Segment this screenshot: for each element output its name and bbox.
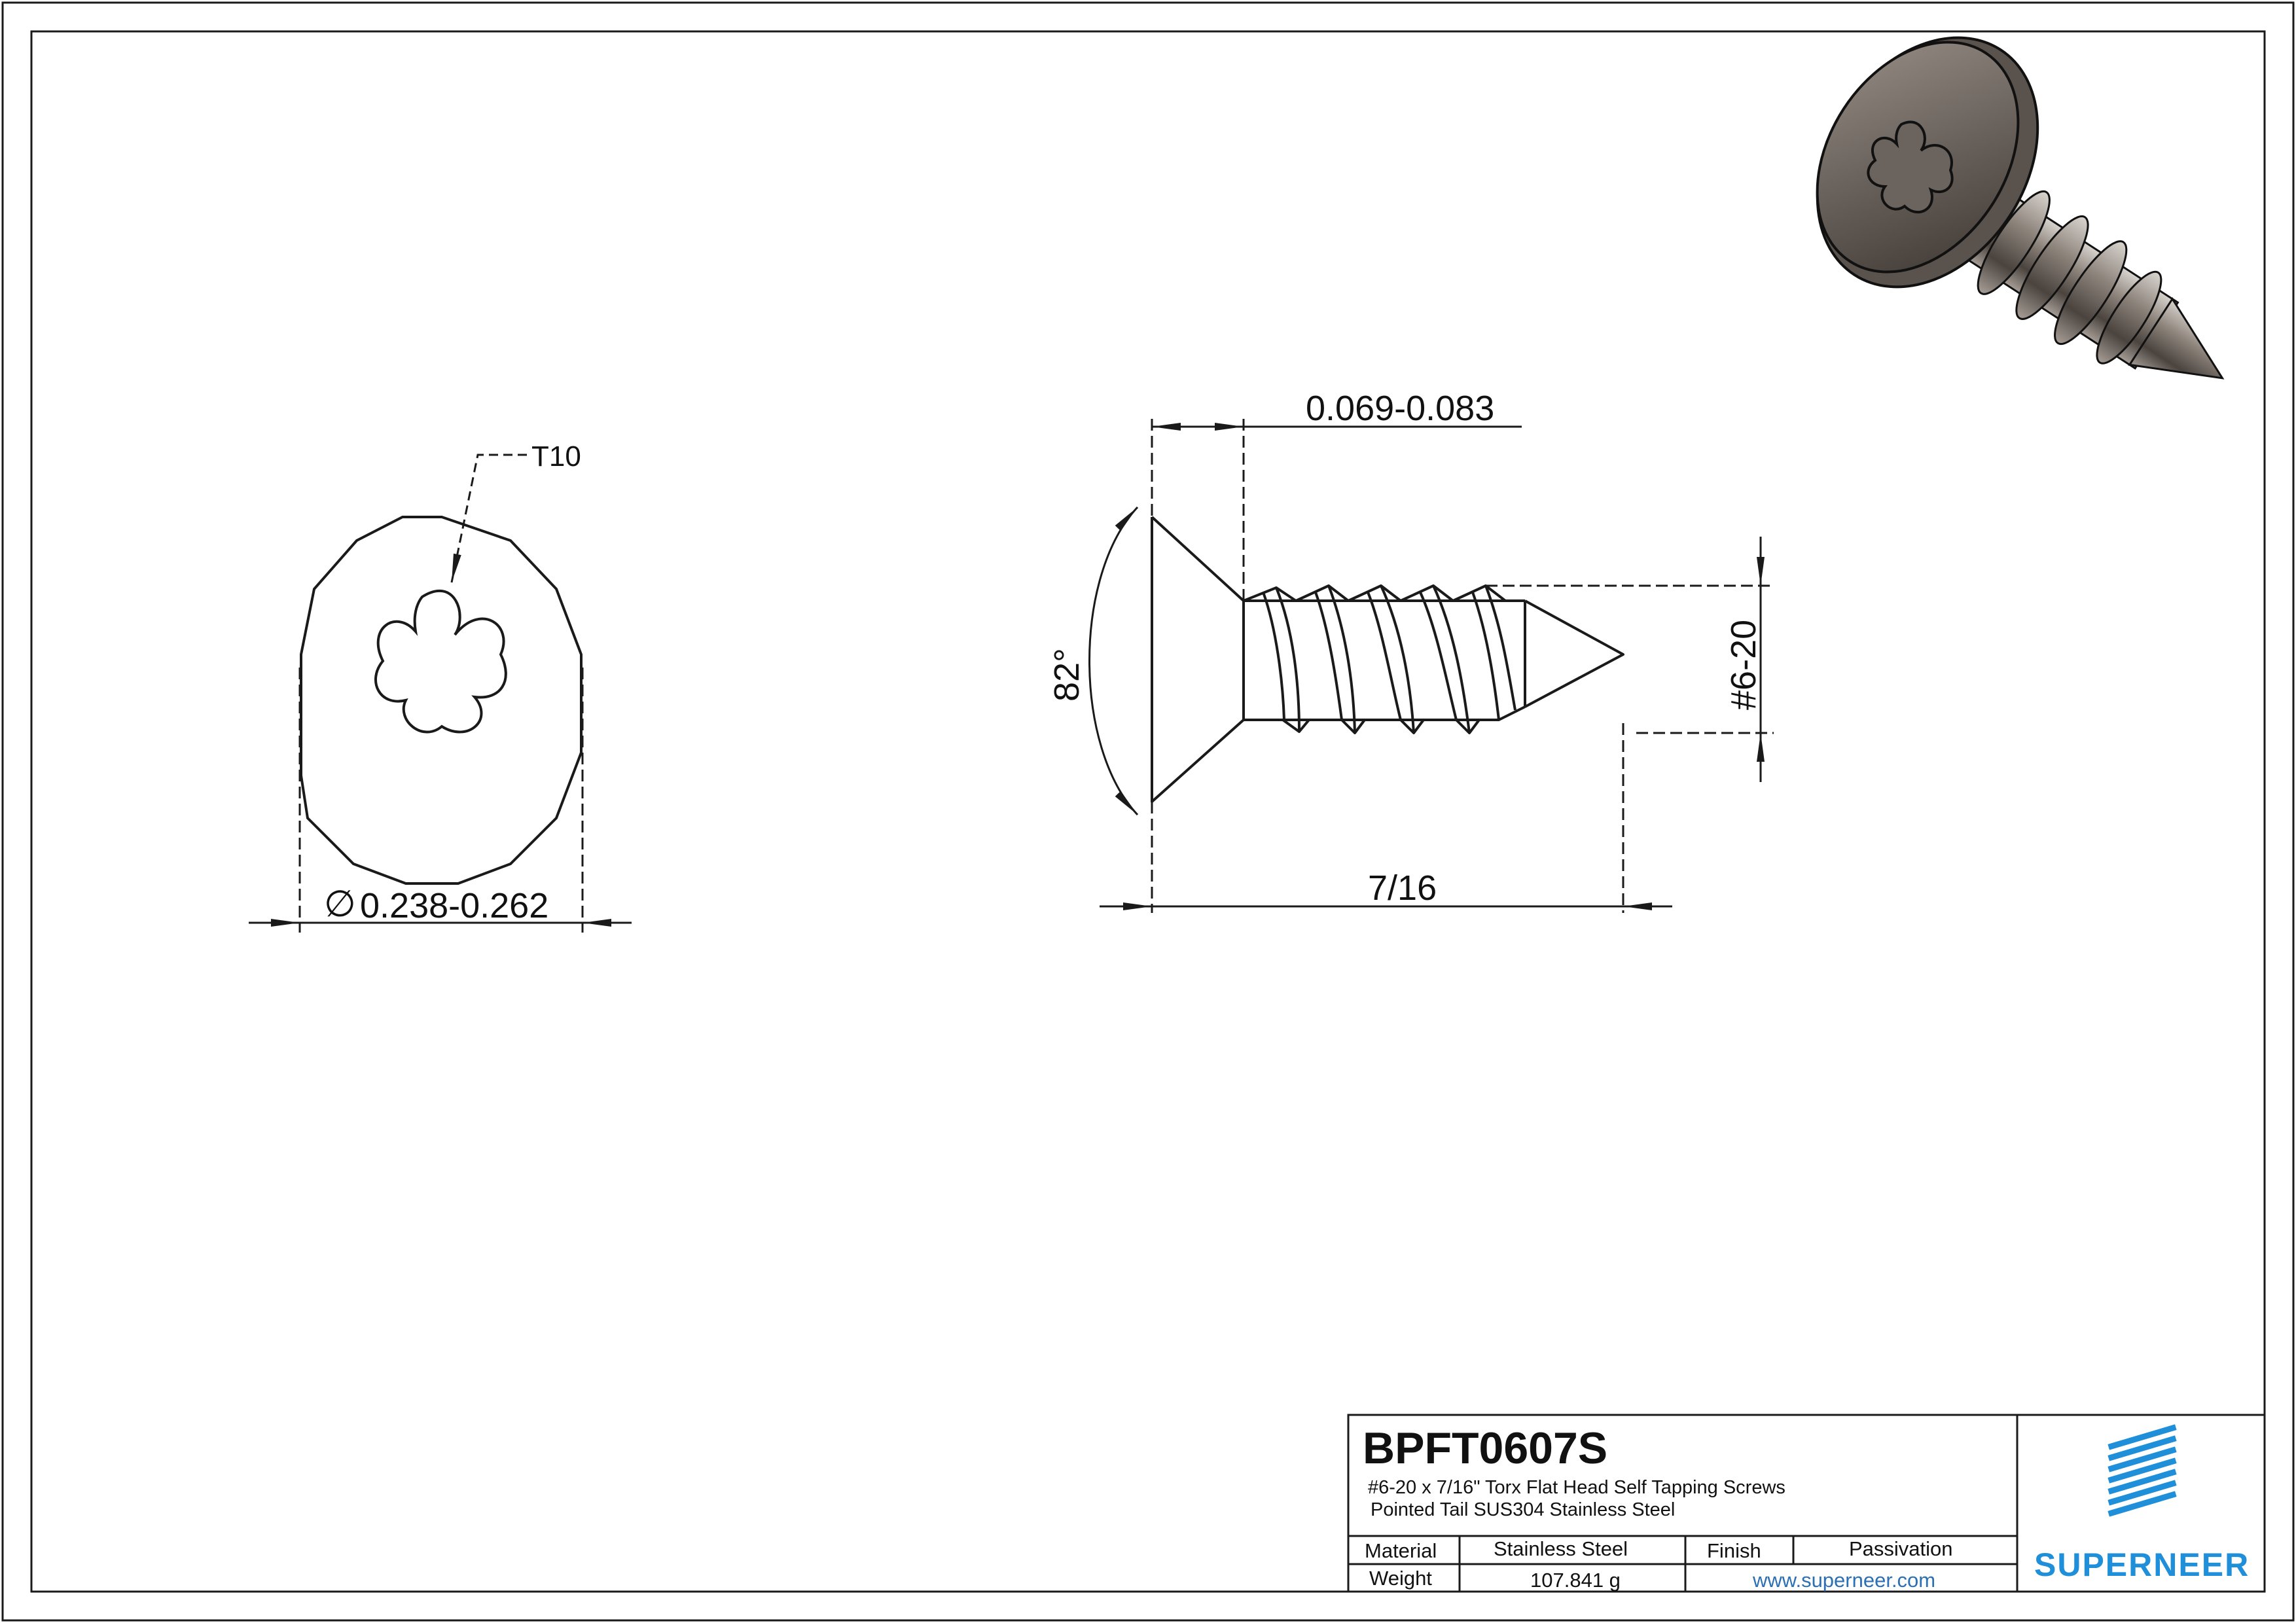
screw-head [1152, 517, 1244, 802]
torx-recess [376, 591, 506, 732]
finish-label: Finish [1707, 1539, 1761, 1562]
length-value: 7/16 [1368, 868, 1437, 908]
head-angle-value: 82° [1047, 648, 1086, 702]
material-value: Stainless Steel [1494, 1537, 1628, 1560]
side-view [1152, 517, 1623, 802]
head-outline [301, 517, 581, 883]
head-height-dimension [1152, 419, 1522, 601]
finish-value: Passivation [1849, 1537, 1953, 1560]
website-link[interactable]: www.superneer.com [1753, 1569, 1936, 1592]
head-angle-dimension [1090, 507, 1138, 815]
description-line-2: Pointed Tail SUS304 Stainless Steel [1371, 1499, 1676, 1520]
head-height-value: 0.069-0.083 [1306, 389, 1495, 428]
brand-logo-mark [2111, 1428, 2173, 1513]
diameter-value: 0.238-0.262 [360, 886, 549, 925]
material-label: Material [1365, 1539, 1437, 1562]
diameter-symbol: ∅ [324, 883, 356, 924]
thread-size-value: #6-20 [1724, 619, 1763, 710]
part-number: BPFT0607S [1363, 1423, 1608, 1473]
description-line-1: #6-20 x 7/16" Torx Flat Head Self Tapping Screws [1368, 1477, 1785, 1498]
pointed-tail [1525, 601, 1623, 707]
brand-name: SUPERNEER [2034, 1546, 2250, 1583]
drive-leader [452, 455, 527, 582]
screw-3d-render [1772, 0, 2255, 429]
drive-label: T10 [531, 440, 581, 473]
end-view [301, 517, 581, 883]
weight-value: 107.841 g [1530, 1569, 1621, 1592]
weight-label: Weight [1369, 1567, 1432, 1590]
